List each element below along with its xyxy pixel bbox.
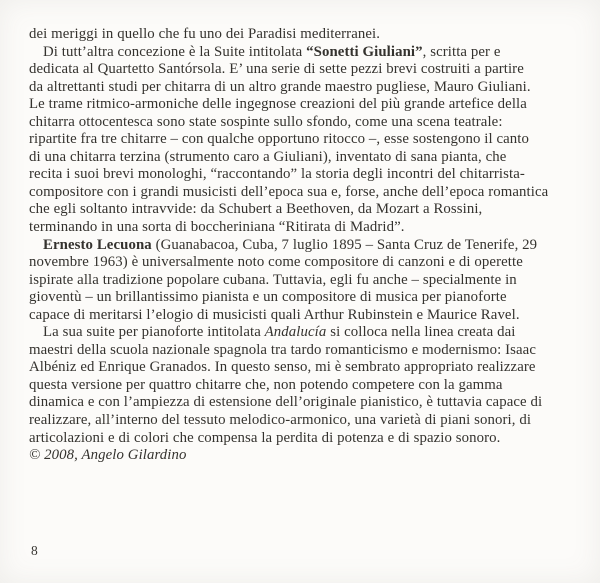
- text-segment: recita i suoi brevi monologhi, “raccontando” la storia degli incontri del chitarrista-: [29, 166, 525, 183]
- text-segment: Di tutt’altra concezione è la Suite intitolata: [43, 43, 307, 60]
- text-line: [29, 166, 571, 184]
- text-segment: capace di meritarsi l’elogio di musicisti quali Arthur Rubinstein e Maurice Ravel.: [29, 306, 520, 323]
- text-line: [29, 289, 571, 307]
- text-segment: articolazioni e di colori che compensa la perdita di potenza e di spazio sonoro.: [29, 429, 501, 446]
- italic-text: © 2008, Angelo Gilardino: [29, 447, 187, 464]
- text-segment: Albéniz ed Enrique Granados. In questo senso, mi è sembrato appropriato realizzare: [29, 359, 536, 376]
- text-line: [29, 412, 571, 430]
- text-line: [29, 430, 571, 448]
- text-line: [29, 96, 571, 114]
- italic-text: Andalucía: [264, 324, 327, 341]
- text-line: [29, 149, 571, 167]
- text-segment: Le trame ritmico-armoniche delle ingegnose creazioni del più grande artefice della: [29, 96, 527, 113]
- text-line: [29, 324, 571, 342]
- text-line: [29, 114, 571, 132]
- text-line: [29, 79, 571, 97]
- text-line: [29, 26, 571, 44]
- text-segment: , scritta per e: [422, 43, 501, 60]
- text-line: [29, 342, 571, 360]
- text-line: [29, 254, 571, 272]
- text-segment: novembre 1963) è universalmente noto come compositore di canzoni e di operette: [29, 254, 523, 271]
- text-segment: dei meriggi in quello che fu uno dei Paradisi mediterranei.: [29, 26, 381, 42]
- text-line: [29, 184, 571, 202]
- text-segment: ispirate alla tradizione popolare cubana. Tuttavia, egli fu anche – specialmente in: [29, 271, 517, 288]
- text-segment: maestri della scuola nazionale spagnola tra tardo romanticismo e modernismo: Isaac: [29, 341, 537, 358]
- text-segment: (Guanabacoa, Cuba, 7 luglio 1895 – Santa Cruz de Tenerife, 29: [151, 236, 538, 253]
- text-segment: terminando in una sorta di boccheriniana “Ritirata di Madrid”.: [29, 219, 405, 236]
- text-line: [29, 394, 571, 412]
- text-line: [29, 237, 571, 255]
- text-line: [29, 201, 571, 219]
- text-segment: compositore con i grandi musicisti dell’epoca sua e, forse, anche dell’epoca romantica: [29, 183, 549, 200]
- text-segment: gioventù – un brillantissimo pianista e un compositore di musica per pianoforte: [29, 289, 507, 306]
- text-line: [29, 44, 571, 62]
- text-segment: dedicata al Quartetto Santórsola. E’ una serie di sette pezzi brevi costruiti a partire: [29, 61, 524, 78]
- text-line: [29, 307, 571, 325]
- text-segment: da altrettanti studi per chitarra di un altro grande maestro pugliese, Mauro Giuliani.: [29, 78, 531, 95]
- text-segment: dinamica e con l’ampiezza di estensione dell’originale pianistico, è tuttavia capace di: [29, 394, 543, 411]
- text-segment: di una chitarra terzina (strumento caro a Giuliani), inventato di sana pianta, che: [29, 148, 507, 165]
- bold-text: “Sonetti Giuliani”: [306, 43, 423, 60]
- text-line: [29, 131, 571, 149]
- text-segment: si colloca nella linea creata dai: [326, 324, 516, 341]
- page-number: 8: [31, 543, 38, 558]
- bold-text: Ernesto Lecuona: [43, 236, 152, 253]
- text-line: [29, 447, 571, 465]
- text-segment: che egli soltanto intravvide: da Schubert a Beethoven, da Mozart a Rossini,: [29, 201, 483, 218]
- text-line: [29, 219, 571, 237]
- text-segment: chitarra ottocentesca sono state sospinte sullo sfondo, come una scena teatrale:: [29, 113, 503, 130]
- text-segment: La sua suite per pianoforte intitolata: [43, 324, 265, 341]
- text-line: [29, 272, 571, 290]
- text-segment: questa versione per quattro chitarre che, non potendo competere con la gamma: [29, 376, 503, 393]
- text-line: [29, 377, 571, 395]
- text-line: [29, 359, 571, 377]
- body-text: [29, 26, 571, 465]
- text-segment: realizzare, all’interno del tessuto melodico-armonico, una varietà di piani sonori, di: [29, 412, 532, 429]
- text-segment: ripartite fra tre chitarre – con qualche opportuno ritocco –, esse sostengono il canto: [29, 131, 530, 148]
- text-line: [29, 61, 571, 79]
